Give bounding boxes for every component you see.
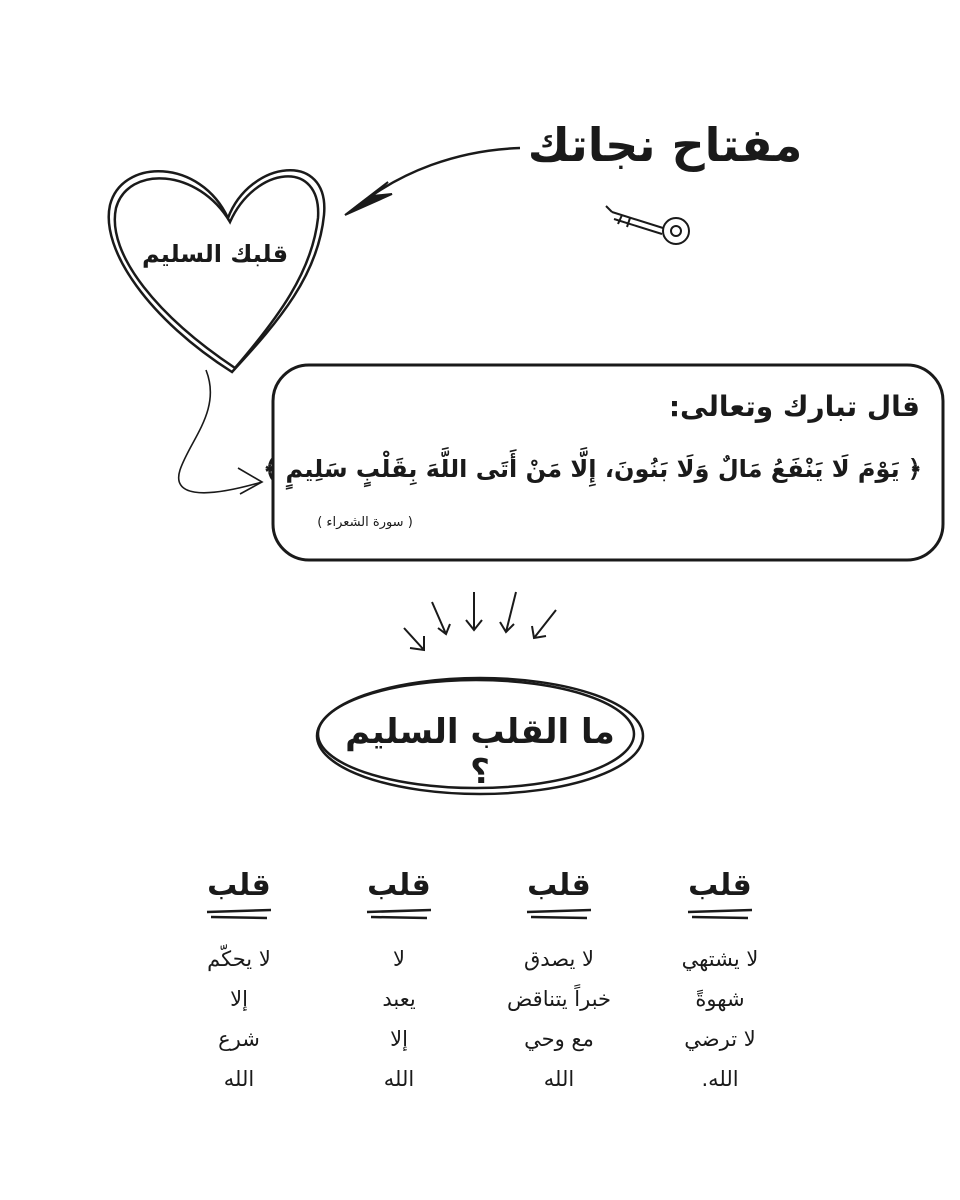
column-4 — [164, 868, 314, 1099]
column-heading: قلب — [688, 868, 752, 903]
heart-icon — [109, 170, 325, 372]
column-line: شرع — [218, 1027, 260, 1051]
column-1 — [645, 868, 795, 1099]
column-line: لا يحكّم — [207, 947, 271, 971]
column-line: إلا — [230, 987, 248, 1011]
key-icon — [606, 206, 689, 244]
column-heading: قلب — [207, 868, 271, 903]
column-body — [645, 939, 795, 1099]
column-line: خبراً يتناقض — [506, 987, 612, 1011]
column-line: الله — [543, 1067, 575, 1091]
heart-label: قلبك السليم — [141, 240, 289, 268]
verse-intro: قال تبارك وتعالى: — [668, 390, 920, 423]
down-arrow — [532, 610, 556, 638]
column-line: لا ترضي — [684, 1027, 756, 1051]
column-2 — [484, 868, 634, 1099]
down-arrow — [466, 592, 482, 630]
column-heading: قلب — [367, 868, 431, 903]
column-line: إلا — [390, 1027, 408, 1051]
column-line: شهوةً — [695, 987, 745, 1011]
question-heading: ما القلب السليم ؟ — [345, 712, 615, 792]
column-line: لا يصدق — [523, 947, 595, 971]
column-line: لا يشتهي — [681, 947, 759, 971]
page-title: مفتاح نجاتك — [527, 118, 803, 172]
down-arrows — [404, 592, 556, 650]
column-line: الله — [383, 1067, 415, 1091]
column-line: الله — [223, 1067, 255, 1091]
down-arrow — [432, 602, 450, 634]
column-line: مع وحي — [524, 1027, 594, 1051]
column-body — [164, 939, 314, 1099]
down-arrow — [404, 628, 424, 650]
heart-connector-head — [238, 468, 262, 494]
column-line: لا — [393, 947, 405, 971]
column-line: يعبد — [382, 987, 416, 1011]
column-heading: قلب — [527, 868, 591, 903]
verse-text: ﴿ يَوْمَ لَا يَنْفَعُ مَالٌ وَلَا بَنُونَ، إِلَّا مَنْ أَتَى اللَّهَ بِقَلْبٍ سَلِيمٍ ﴾ — [263, 455, 922, 483]
down-arrow — [500, 592, 516, 632]
column-line: الله. — [701, 1067, 739, 1091]
column-body — [324, 939, 474, 1099]
column-body — [484, 939, 634, 1099]
column-3 — [324, 868, 474, 1099]
verse-source: ( سورة الشعراء ) — [317, 515, 413, 530]
